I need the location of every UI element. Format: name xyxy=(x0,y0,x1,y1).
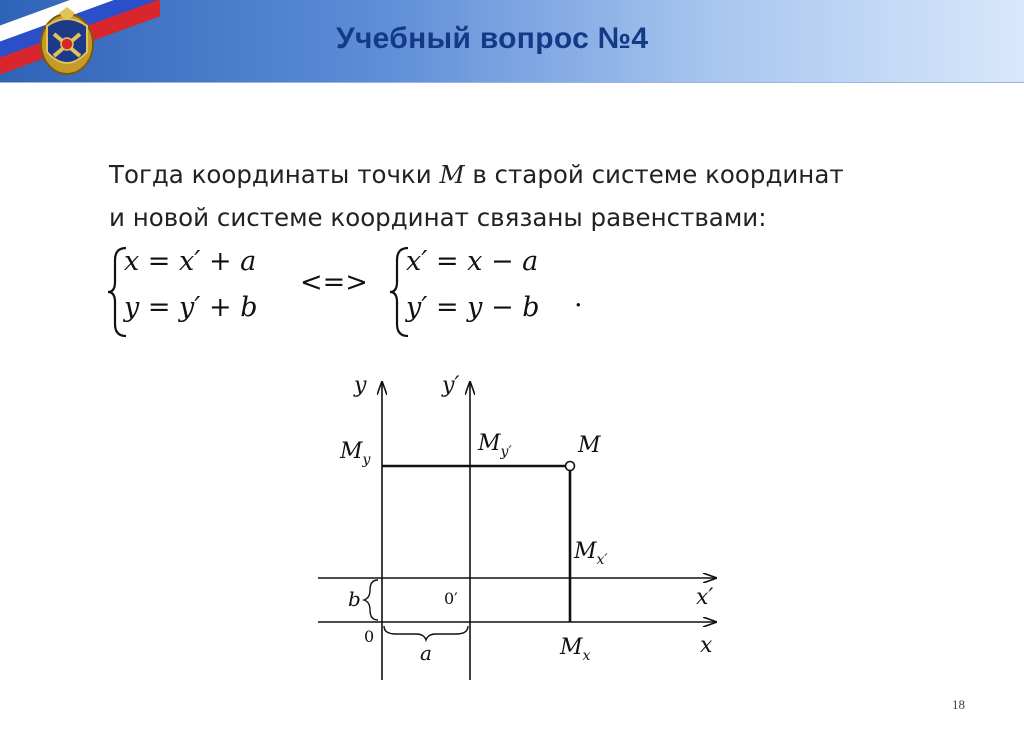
body-line-2: и новой системе координат связаны равенствами: xyxy=(109,203,767,232)
label-my-prime xyxy=(477,431,512,460)
x-prime-axis-label: x′ xyxy=(696,585,714,610)
y-axis-label: y xyxy=(354,373,367,398)
equation-left-2: y = y′ + b xyxy=(124,292,258,323)
header-bar xyxy=(0,0,1024,83)
slide-title: Учебный вопрос №4 xyxy=(336,22,649,55)
point-m: M xyxy=(439,160,465,189)
page-number: 18 xyxy=(952,697,965,712)
body-text xyxy=(109,153,989,239)
label-m: M xyxy=(578,433,601,458)
line1-prefix: Тогда координаты точки xyxy=(109,160,440,189)
label-mxp-main: M xyxy=(574,539,597,564)
y-prime-axis-label: y′ xyxy=(442,373,460,398)
x-axis-label: x xyxy=(700,633,713,658)
equation-right-2: y′ = y − b xyxy=(406,292,540,323)
label-mx xyxy=(559,635,591,664)
label-myp-main: M xyxy=(478,431,501,456)
equation-system xyxy=(106,240,626,340)
label-origin: 0 xyxy=(364,627,375,646)
coordinate-diagram xyxy=(316,368,736,688)
brace-a xyxy=(384,626,468,640)
equation-left-1: x = x′ + a xyxy=(124,246,257,277)
brace-b xyxy=(364,580,378,620)
label-o-prime: 0′ xyxy=(444,589,458,608)
point-m-marker xyxy=(566,462,575,471)
equation-period: . xyxy=(574,282,583,313)
label-b: b xyxy=(348,587,361,611)
label-mxp-sub: x′ xyxy=(596,552,608,568)
label-mx-prime xyxy=(573,539,608,568)
line1-suffix: в старой системе координат xyxy=(464,160,844,189)
label-myp-sub: y′ xyxy=(500,444,512,460)
label-my-main: M xyxy=(340,439,363,464)
label-my xyxy=(339,439,372,468)
equation-right-1: x′ = x − a xyxy=(406,246,539,277)
label-mx-sub: x xyxy=(582,648,591,664)
label-mx-main: M xyxy=(560,635,583,660)
equivalence-sign: <=> xyxy=(300,267,368,298)
label-my-sub: y xyxy=(362,452,371,468)
body-line-1 xyxy=(109,153,989,196)
military-emblem-logo xyxy=(30,4,104,78)
label-a: a xyxy=(420,641,432,665)
